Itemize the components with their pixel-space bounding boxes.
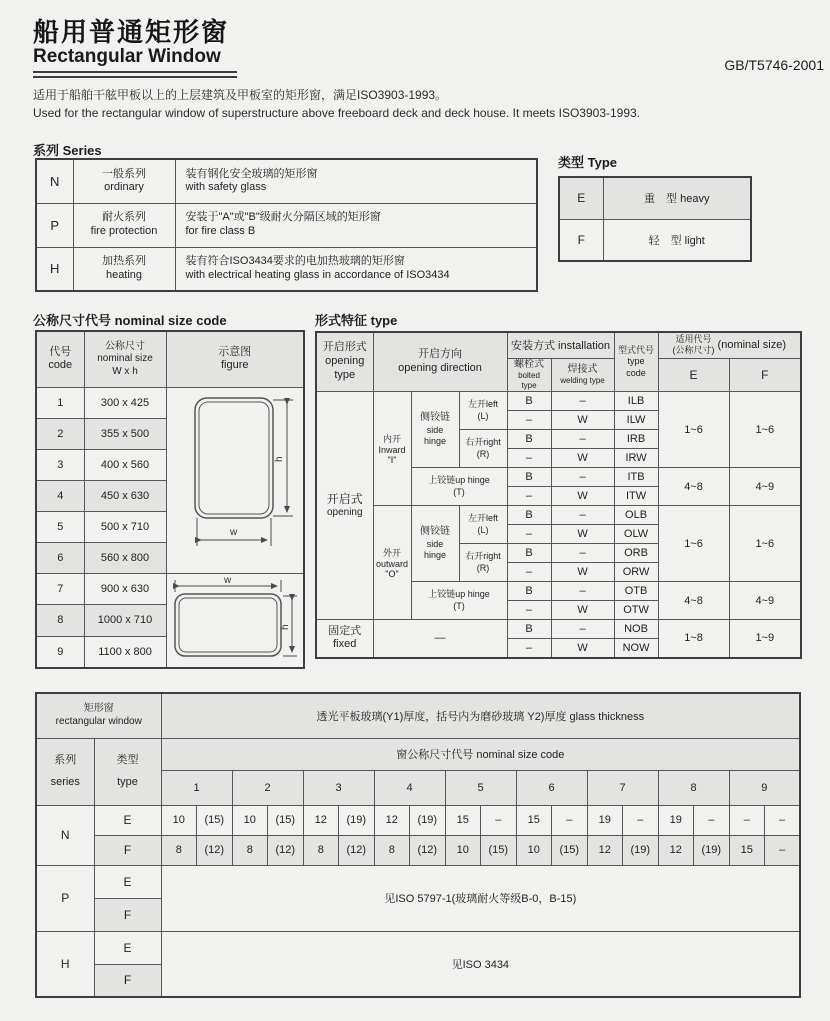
fixed-cell-zh: 固定式 bbox=[328, 624, 362, 637]
type-name: 轻 型 light bbox=[603, 219, 751, 261]
weld-cell: – bbox=[551, 582, 614, 601]
size-value: 500 x 710 bbox=[84, 511, 166, 542]
type-code-cell: NOW bbox=[614, 639, 658, 658]
cell: – bbox=[623, 805, 659, 835]
top-hinge-label: 上铰链up hinge bbox=[428, 589, 490, 600]
type-code-cell: IRB bbox=[614, 430, 658, 449]
size-value: 1000 x 710 bbox=[84, 605, 166, 637]
type-code: E bbox=[559, 177, 603, 219]
weld-cell: – bbox=[551, 544, 614, 563]
portrait-window-drawing bbox=[169, 388, 303, 570]
feature-table bbox=[315, 331, 802, 659]
cell: – bbox=[765, 805, 801, 835]
size-code-column: 9 bbox=[729, 770, 800, 805]
cell: (19) bbox=[339, 805, 375, 835]
size-code: 4 bbox=[36, 480, 84, 511]
bolt-cell: B bbox=[507, 392, 551, 411]
title-underline bbox=[33, 71, 237, 78]
top-hinge-cell bbox=[411, 468, 507, 506]
opening-type-header-zh: 开启形式 bbox=[322, 341, 367, 354]
series-desc-zh: 安装于"A"或"B"级耐火分隔区域的矩形窗 bbox=[185, 211, 381, 224]
size-code: 3 bbox=[36, 449, 84, 480]
bolt-cell: B bbox=[507, 468, 551, 487]
left-open-cell bbox=[459, 392, 507, 430]
column-e-header: E bbox=[658, 358, 729, 392]
size-code-column: 7 bbox=[587, 770, 658, 805]
bolt-cell: – bbox=[507, 601, 551, 620]
range-f-cell: 1~9 bbox=[729, 620, 801, 658]
type-code-cell: ITB bbox=[614, 468, 658, 487]
glass-type-header-zh: 类型 bbox=[116, 753, 139, 766]
glass-h-note: 见ISO 3434 bbox=[161, 931, 800, 997]
cell: – bbox=[729, 805, 765, 835]
series-code: H bbox=[36, 247, 73, 291]
bolt-cell: B bbox=[507, 430, 551, 449]
type-code-header-zh: 型式代号 bbox=[618, 345, 655, 356]
weld-cell: W bbox=[551, 525, 614, 544]
bolt-cell: – bbox=[507, 487, 551, 506]
cell: (19) bbox=[623, 835, 659, 865]
cell: 8 bbox=[303, 835, 339, 865]
table-row bbox=[36, 203, 537, 247]
weld-cell: – bbox=[551, 506, 614, 525]
outward-zh: 外开 bbox=[382, 548, 401, 558]
cell: 10 bbox=[232, 805, 268, 835]
table-row bbox=[559, 177, 751, 219]
cell: 12 bbox=[374, 805, 410, 835]
page-title-en: Rectangular Window bbox=[33, 46, 221, 67]
size-value: 300 x 425 bbox=[84, 387, 166, 418]
cell: (12) bbox=[197, 835, 233, 865]
inward-zh: 内开 bbox=[382, 434, 401, 444]
type-code-cell: ORB bbox=[614, 544, 658, 563]
series-name-en: heating bbox=[105, 268, 143, 281]
range-e-cell: 1~6 bbox=[658, 392, 729, 468]
bolt-cell: – bbox=[507, 411, 551, 430]
cell: – bbox=[765, 835, 801, 865]
right-open-cell bbox=[459, 430, 507, 468]
top-hinge-label: 上铰链up hinge bbox=[428, 475, 490, 486]
fixed-cell-en: fixed bbox=[333, 638, 357, 651]
weld-cell: – bbox=[551, 430, 614, 449]
cell: 15 bbox=[729, 835, 765, 865]
side-hinge-en2: hinge bbox=[423, 435, 447, 446]
series-table bbox=[35, 158, 538, 292]
table-row bbox=[316, 620, 801, 639]
size-section-label: 公称尺寸代号 nominal size code bbox=[33, 313, 227, 328]
range-f-cell: 4~9 bbox=[729, 468, 801, 506]
feature-section-label: 形式特征 type bbox=[315, 313, 398, 328]
glass-series-header-zh: 系列 bbox=[54, 753, 77, 766]
window-outer-frame bbox=[195, 398, 273, 518]
bolt-cell: B bbox=[507, 506, 551, 525]
type-code-cell: OTB bbox=[614, 582, 658, 601]
side-hinge-cell bbox=[411, 506, 459, 582]
size-table bbox=[35, 330, 305, 669]
portrait-window-figure bbox=[166, 387, 304, 573]
type-code-cell: OLB bbox=[614, 506, 658, 525]
glass-type-f: F bbox=[94, 964, 161, 997]
size-code: 1 bbox=[36, 387, 84, 418]
type-code-cell: ILB bbox=[614, 392, 658, 411]
table-row bbox=[36, 931, 800, 964]
cell: (12) bbox=[268, 835, 304, 865]
range-f-cell: 1~6 bbox=[729, 506, 801, 582]
size-value: 560 x 800 bbox=[84, 542, 166, 573]
bolted-header-en: bolted type bbox=[518, 371, 540, 390]
table-row bbox=[316, 332, 801, 358]
size-header-unit: W x h bbox=[112, 365, 138, 377]
glass-type-f: F bbox=[94, 835, 161, 865]
weld-cell: W bbox=[551, 487, 614, 506]
right-open-code: (R) bbox=[476, 448, 490, 459]
series-desc-en: with safety glass bbox=[185, 181, 267, 194]
window-inner-frame bbox=[179, 598, 277, 652]
type-code: F bbox=[559, 219, 603, 261]
glass-type-e: E bbox=[94, 865, 161, 898]
weld-cell: W bbox=[551, 563, 614, 582]
side-hinge-zh: 侧铰链 bbox=[420, 412, 450, 423]
inward-cell bbox=[373, 392, 411, 506]
glass-size-code-header: 窗公称尺寸代号 nominal size code bbox=[161, 738, 800, 770]
cell: – bbox=[552, 805, 588, 835]
size-code: 7 bbox=[36, 573, 84, 605]
window-inner-frame bbox=[199, 402, 269, 514]
left-open-label: 左开left bbox=[468, 399, 499, 410]
figure-header-en: figure bbox=[220, 359, 249, 372]
size-code-column: 4 bbox=[374, 770, 445, 805]
cell: 8 bbox=[374, 835, 410, 865]
column-f-header: F bbox=[729, 358, 801, 392]
left-open-label: 左开left bbox=[468, 513, 499, 524]
cell: 10 bbox=[516, 835, 552, 865]
bolt-cell: – bbox=[507, 525, 551, 544]
bolt-cell: B bbox=[507, 544, 551, 563]
cell: 12 bbox=[658, 835, 694, 865]
window-outer-frame bbox=[175, 594, 281, 656]
table-row bbox=[36, 805, 800, 835]
cell: 8 bbox=[161, 835, 197, 865]
size-value: 400 x 560 bbox=[84, 449, 166, 480]
size-header-en: nominal size bbox=[97, 353, 153, 364]
bolted-header-zh: 螺栓式 bbox=[514, 358, 545, 370]
bolt-cell: B bbox=[507, 582, 551, 601]
size-code: 9 bbox=[36, 636, 84, 668]
top-hinge-code: (T) bbox=[453, 486, 465, 497]
outward-en: outward bbox=[375, 559, 409, 569]
opening-type-header-en2: type bbox=[334, 368, 356, 381]
standard-number: GB/T5746-2001 bbox=[724, 57, 824, 73]
right-open-label: 右开right bbox=[465, 437, 501, 448]
glass-type-f: F bbox=[94, 898, 161, 931]
outward-cell bbox=[373, 506, 411, 620]
size-code-header-en: code bbox=[48, 359, 73, 372]
right-open-code: (R) bbox=[476, 562, 490, 573]
type-name: 重 型 heavy bbox=[603, 177, 751, 219]
range-e-cell: 1~6 bbox=[658, 506, 729, 582]
side-hinge-en1: side bbox=[426, 424, 444, 435]
size-code-column: 3 bbox=[303, 770, 374, 805]
series-section-label: 系列 Series bbox=[33, 143, 102, 158]
type-code-cell: ITW bbox=[614, 487, 658, 506]
welding-header-zh: 焊接式 bbox=[567, 363, 598, 375]
landscape-window-figure bbox=[166, 573, 304, 668]
type-table bbox=[558, 176, 752, 262]
cell: 8 bbox=[232, 835, 268, 865]
table-row bbox=[36, 159, 537, 203]
cell: (19) bbox=[694, 835, 730, 865]
table-row bbox=[36, 738, 800, 770]
cell: 10 bbox=[161, 805, 197, 835]
height-dimension-label: h bbox=[279, 623, 291, 630]
landscape-window-drawing bbox=[169, 574, 303, 664]
series-code: P bbox=[36, 203, 73, 247]
weld-cell: W bbox=[551, 639, 614, 658]
glass-series-h: H bbox=[36, 931, 94, 997]
intro-zh: 适用于船舶干舷甲板以上的上层建筑及甲板室的矩形窗，满足ISO3903-1993。 bbox=[33, 88, 448, 102]
inward-en: Inward bbox=[378, 445, 406, 455]
glass-series-header-en: series bbox=[50, 775, 80, 788]
cell: 10 bbox=[445, 835, 481, 865]
weld-cell: – bbox=[551, 392, 614, 411]
table-row bbox=[36, 573, 304, 605]
side-hinge-en2: hinge bbox=[423, 549, 447, 560]
glass-type-e: E bbox=[94, 805, 161, 835]
side-hinge-en1: side bbox=[426, 538, 444, 549]
type-code-cell: OLW bbox=[614, 525, 658, 544]
left-open-code: (L) bbox=[477, 410, 489, 421]
range-e-cell: 4~8 bbox=[658, 468, 729, 506]
installation-header: 安装方式 installation bbox=[507, 332, 614, 358]
weld-cell: W bbox=[551, 449, 614, 468]
weld-cell: – bbox=[551, 620, 614, 639]
cell: 19 bbox=[587, 805, 623, 835]
table-row bbox=[316, 392, 801, 411]
cell: 15 bbox=[445, 805, 481, 835]
top-hinge-code: (T) bbox=[453, 600, 465, 611]
size-value: 355 x 500 bbox=[84, 418, 166, 449]
weld-cell: W bbox=[551, 601, 614, 620]
bolt-cell: B bbox=[507, 620, 551, 639]
type-code-cell: OTW bbox=[614, 601, 658, 620]
cell: (15) bbox=[197, 805, 233, 835]
series-desc-zh: 装有符合ISO3434要求的电加热玻璃的矩形窗 bbox=[185, 255, 405, 267]
type-code-header-en: type code bbox=[626, 356, 646, 378]
width-dimension-label: w bbox=[229, 526, 237, 538]
weld-cell: W bbox=[551, 411, 614, 430]
type-code-cell: ORW bbox=[614, 563, 658, 582]
size-value: 1100 x 800 bbox=[84, 636, 166, 668]
height-dimension-label: h bbox=[273, 455, 285, 462]
series-name-zh: 加热系列 bbox=[102, 255, 146, 267]
table-row bbox=[36, 387, 304, 418]
series-name-zh: 耐火系列 bbox=[102, 211, 146, 224]
series-name-en: fire protection bbox=[90, 225, 158, 237]
direction-header-en: opening direction bbox=[398, 362, 482, 374]
size-code: 2 bbox=[36, 418, 84, 449]
left-open-cell bbox=[459, 506, 507, 544]
side-hinge-cell bbox=[411, 392, 459, 468]
cell: – bbox=[481, 805, 517, 835]
glass-type-e: E bbox=[94, 931, 161, 964]
type-code-cell: ILW bbox=[614, 411, 658, 430]
top-hinge-cell bbox=[411, 582, 507, 620]
table-row bbox=[36, 693, 800, 738]
cell: 19 bbox=[658, 805, 694, 835]
opening-cell-zh: 开启式 bbox=[326, 491, 363, 506]
cell: (19) bbox=[410, 805, 446, 835]
glass-thickness-header: 透光平板玻璃(Y1)厚度，括号内为磨砂玻璃 Y2)厚度 glass thickness bbox=[161, 693, 800, 738]
range-e-cell: 1~8 bbox=[658, 620, 729, 658]
size-value: 900 x 630 bbox=[84, 573, 166, 605]
welding-header-en: welding type bbox=[560, 376, 605, 385]
range-f-cell: 1~6 bbox=[729, 392, 801, 468]
cell: (15) bbox=[268, 805, 304, 835]
side-hinge-zh: 侧铰链 bbox=[420, 526, 450, 537]
outward-code: "O" bbox=[385, 569, 399, 579]
applicable-header-zh: 适用代号 bbox=[675, 334, 712, 344]
size-code: 5 bbox=[36, 511, 84, 542]
range-e-cell: 4~8 bbox=[658, 582, 729, 620]
table-row bbox=[36, 865, 800, 898]
size-code-header-zh: 代号 bbox=[49, 345, 72, 358]
fixed-dash-cell: — bbox=[373, 620, 507, 658]
type-code-cell: NOB bbox=[614, 620, 658, 639]
series-name-en: ordinary bbox=[104, 181, 144, 194]
intro-en: Used for the rectangular window of superstructure above freeboard deck and deck house. It meets ISO3903-1993. bbox=[33, 106, 641, 120]
size-code-column: 6 bbox=[516, 770, 587, 805]
table-row bbox=[36, 331, 304, 387]
type-section-label: 类型 Type bbox=[558, 155, 617, 170]
glass-series-p: P bbox=[36, 865, 94, 931]
direction-header-zh: 开启方向 bbox=[418, 348, 462, 361]
size-code: 6 bbox=[36, 542, 84, 573]
range-f-cell: 4~9 bbox=[729, 582, 801, 620]
table-row bbox=[36, 835, 800, 865]
series-name-zh: 一般系列 bbox=[102, 167, 146, 180]
size-code: 8 bbox=[36, 605, 84, 637]
glass-table bbox=[35, 692, 801, 998]
cell: 15 bbox=[516, 805, 552, 835]
applicable-header-zh2: (公称尺寸) bbox=[672, 345, 715, 356]
size-header-zh: 公称尺寸 bbox=[105, 340, 145, 352]
right-open-cell bbox=[459, 544, 507, 582]
glass-series-n: N bbox=[36, 805, 94, 865]
series-desc-zh: 装有钢化安全玻璃的矩形窗 bbox=[185, 167, 318, 180]
bolt-cell: – bbox=[507, 639, 551, 658]
applicable-header-en: (nominal size) bbox=[717, 339, 787, 352]
table-row bbox=[559, 219, 751, 261]
size-code-column: 1 bbox=[161, 770, 232, 805]
glass-p-note: 见ISO 5797-1(玻璃耐火等级B-0，B-15) bbox=[161, 865, 800, 931]
cell: (15) bbox=[481, 835, 517, 865]
cell: (12) bbox=[410, 835, 446, 865]
glass-window-header-en: rectangular window bbox=[55, 715, 142, 727]
bolt-cell: – bbox=[507, 563, 551, 582]
cell: – bbox=[694, 805, 730, 835]
size-code-column: 5 bbox=[445, 770, 516, 805]
series-desc-en: for fire class B bbox=[185, 225, 256, 237]
table-row bbox=[36, 247, 537, 291]
left-open-code: (L) bbox=[477, 524, 489, 535]
opening-cell-en: opening bbox=[326, 506, 363, 518]
opening-type-header-en1: opening bbox=[325, 355, 365, 368]
size-code-column: 2 bbox=[232, 770, 303, 805]
series-desc-en: with electrical heating glass in accordance of ISO3434 bbox=[185, 268, 450, 281]
type-code-cell: IRW bbox=[614, 449, 658, 468]
cell: (12) bbox=[339, 835, 375, 865]
table-row bbox=[316, 506, 801, 525]
weld-cell: – bbox=[551, 468, 614, 487]
page-title-zh: 船用普通矩形窗 bbox=[33, 17, 230, 47]
right-open-label: 右开right bbox=[465, 551, 501, 562]
size-code-column: 8 bbox=[658, 770, 729, 805]
bolt-cell: – bbox=[507, 449, 551, 468]
cell: 12 bbox=[587, 835, 623, 865]
cell: (15) bbox=[552, 835, 588, 865]
inward-code: "I" bbox=[387, 455, 397, 465]
cell: 12 bbox=[303, 805, 339, 835]
glass-window-header-zh: 矩形窗 bbox=[83, 703, 114, 715]
figure-header-zh: 示意图 bbox=[218, 345, 252, 358]
glass-type-header-en: type bbox=[117, 775, 138, 788]
size-value: 450 x 630 bbox=[84, 480, 166, 511]
width-dimension-label: w bbox=[223, 574, 231, 586]
series-code: N bbox=[36, 159, 73, 203]
